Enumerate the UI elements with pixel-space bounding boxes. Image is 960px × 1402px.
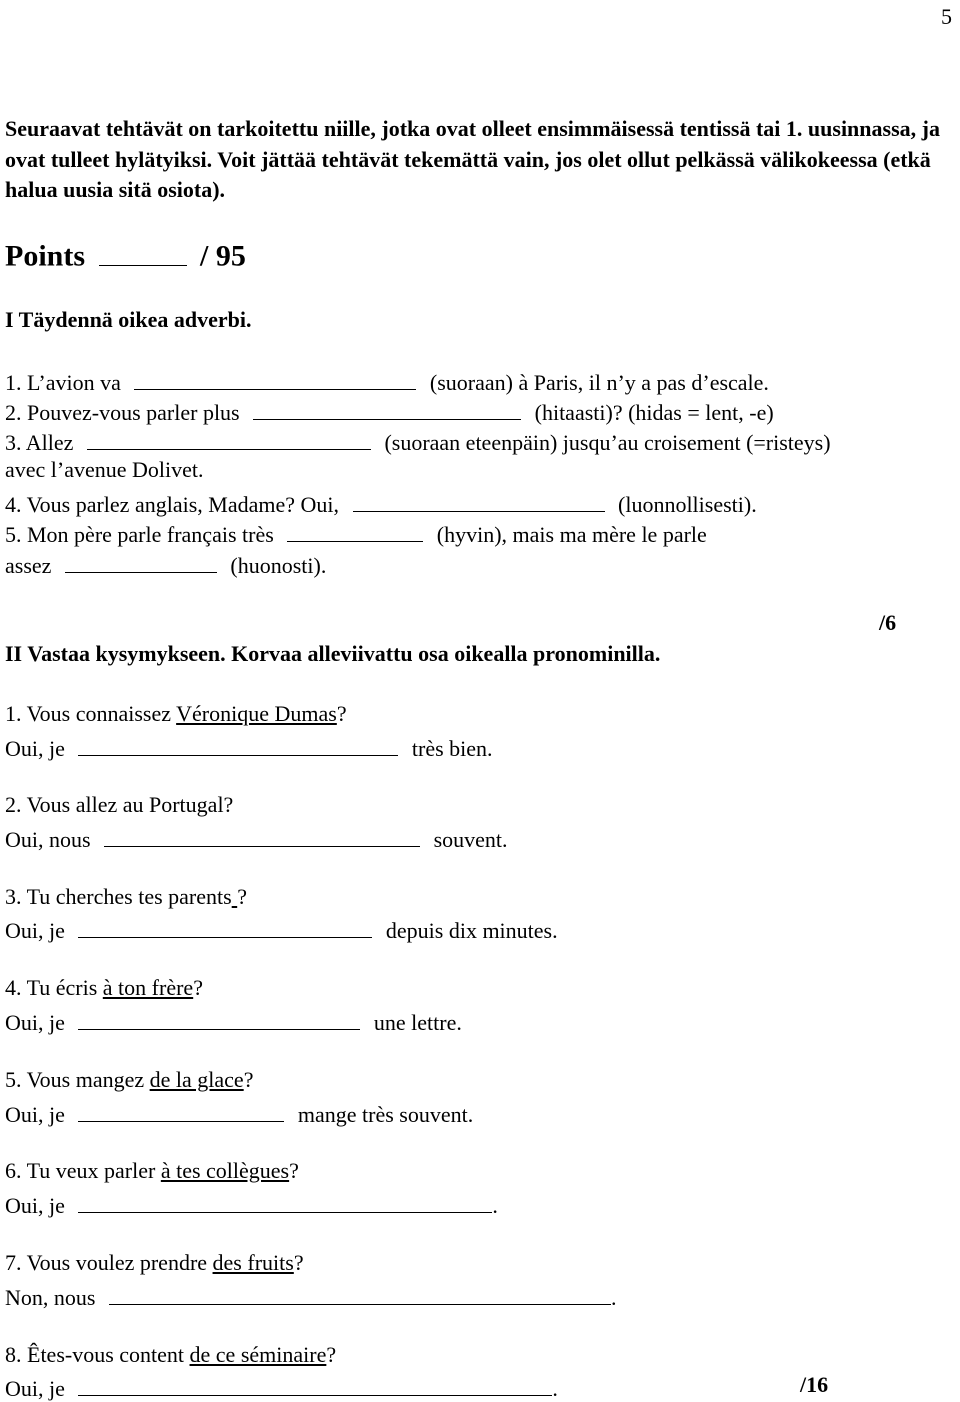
s2-a1-end: très bien. — [411, 735, 493, 761]
s2-question-5 — [5, 1069, 253, 1091]
s1-item-4-text: 4. Vous parlez anglais, Madame? Oui, — [5, 491, 339, 517]
s1-item-4 — [5, 490, 757, 516]
s2-question-8 — [5, 1344, 336, 1366]
section2-title: II Vastaa kysymykseen. Korvaa alleviivattu osa oikealla pronominilla. — [5, 641, 661, 666]
s2-a6-blank[interactable] — [78, 1191, 492, 1213]
s2-q6-underlined: à tes collègues — [160, 1158, 290, 1183]
s2-a3-start: Oui, je — [5, 917, 65, 943]
points-total: / 95 — [200, 239, 246, 273]
s1-item-2-blank[interactable] — [253, 398, 521, 420]
s2-q4-underlined: à ton frère — [102, 975, 194, 1000]
s2-q5-end: ? — [243, 1067, 254, 1092]
page-number: 5 — [941, 4, 952, 29]
s2-q1-end: ? — [336, 701, 347, 726]
s2-q8-text: 8. Êtes-vous content — [5, 1342, 185, 1367]
s2-a3-end: depuis dix minutes. — [385, 917, 558, 943]
s2-q4-text: 4. Tu écris — [5, 975, 98, 1000]
s2-a5-end: mange très souvent. — [297, 1101, 474, 1127]
s1-item-2-hint: (hitaasti)? (hidas = lent, -e) — [534, 399, 774, 425]
s2-a5-blank[interactable] — [78, 1100, 284, 1122]
s2-a8-blank[interactable] — [78, 1374, 552, 1396]
s1-item-5-cont — [5, 551, 326, 577]
s1-item-3-cont: avec l’avenue Dolivet. — [5, 457, 204, 482]
s1-item-3-blank[interactable] — [87, 428, 371, 450]
s2-answer-2 — [5, 825, 508, 851]
s2-answer-5 — [5, 1100, 473, 1126]
s1-item-1 — [5, 368, 769, 394]
s1-item-5-hint-1: (hyvin), mais ma mère le parle — [436, 521, 707, 547]
s2-q3-text: 3. Tu cherches tes parents — [5, 884, 232, 909]
s1-item-5-blank-2[interactable] — [65, 551, 217, 573]
s1-item-5-text: 5. Mon père parle français très — [5, 521, 274, 547]
s2-a8-end: . — [552, 1375, 558, 1401]
s2-answer-4 — [5, 1008, 462, 1034]
s2-q8-underlined: de ce séminaire — [189, 1342, 327, 1367]
points-line — [5, 236, 246, 272]
s1-item-1-text: 1. L’avion va — [5, 369, 121, 395]
s1-item-3-text: 3. Allez — [5, 429, 74, 455]
s2-answer-6 — [5, 1191, 498, 1217]
points-label: Points — [5, 239, 86, 273]
s2-a1-start: Oui, je — [5, 735, 65, 761]
s1-item-2-text: 2. Pouvez-vous parler plus — [5, 399, 240, 425]
section2-score: /16 — [800, 1372, 829, 1397]
section1-score: /6 — [879, 610, 897, 635]
s2-question-1 — [5, 703, 347, 725]
s2-q7-end: ? — [293, 1250, 304, 1275]
points-blank[interactable] — [99, 236, 187, 266]
s2-answer-1 — [5, 734, 493, 760]
s2-q8-end: ? — [326, 1342, 337, 1367]
s2-answer-8 — [5, 1374, 558, 1400]
s2-q5-underlined: de la glace — [149, 1067, 244, 1092]
s2-q3-end: ? — [237, 884, 247, 909]
s1-item-3 — [5, 428, 831, 454]
s1-item-5-blank-1[interactable] — [287, 520, 423, 542]
s1-item-3-hint: (suoraan eteenpäin) jusqu’au croisement (=risteys) — [384, 429, 831, 455]
s1-item-1-blank[interactable] — [134, 368, 416, 390]
s2-a2-end: souvent. — [433, 826, 508, 852]
s2-q7-text: 7. Vous voulez prendre — [5, 1250, 208, 1275]
s2-answer-3 — [5, 916, 558, 942]
s2-a3-blank[interactable] — [78, 916, 372, 938]
s2-q6-end: ? — [289, 1158, 299, 1183]
s1-item-4-hint: (luonnollisesti). — [618, 491, 757, 517]
s1-item-2 — [5, 398, 774, 424]
s2-a7-blank[interactable] — [109, 1283, 611, 1305]
s2-a4-end: une lettre. — [373, 1009, 462, 1035]
s1-item-5-text-2: assez — [5, 552, 52, 578]
s2-q1-text: 1. Vous connaissez — [5, 701, 172, 726]
s2-a6-start: Oui, je — [5, 1192, 65, 1218]
s2-answer-7 — [5, 1283, 616, 1309]
s1-item-5-hint-2: (huonosti). — [230, 552, 327, 578]
s2-question-3 — [5, 886, 247, 908]
section1-title: I Täydennä oikea adverbi. — [5, 307, 252, 332]
s2-a8-start: Oui, je — [5, 1375, 65, 1401]
s2-a2-start: Oui, nous — [5, 826, 91, 852]
s2-q2-text: 2. Vous allez au Portugal? — [5, 792, 234, 817]
s2-q6-text: 6. Tu veux parler — [5, 1158, 156, 1183]
s2-question-2 — [5, 794, 233, 816]
s2-q1-underlined: Véronique Dumas — [176, 701, 337, 726]
s2-a2-blank[interactable] — [104, 825, 420, 847]
s2-a6-end: . — [492, 1192, 498, 1218]
s2-question-4 — [5, 977, 203, 999]
s2-a4-blank[interactable] — [78, 1008, 360, 1030]
s2-question-7 — [5, 1252, 304, 1274]
s2-a4-start: Oui, je — [5, 1009, 65, 1035]
s1-item-4-blank[interactable] — [353, 490, 605, 512]
s1-item-5 — [5, 520, 707, 546]
intro-text: Seuraavat tehtävät on tarkoitettu niille, jotka ovat olleet ensimmäisessä tentissä tai 1. uusinnassa, ja ovat tulleet hylätyiksi. Voit jättää tehtävät tekemättä vain, jos olet ollut pelkässä välikokeessa (etkä halua uusia sitä osiota). — [5, 116, 940, 202]
s2-a5-start: Oui, je — [5, 1101, 65, 1127]
s2-q7-underlined: des fruits — [212, 1250, 294, 1275]
s2-q4-end: ? — [193, 975, 203, 1000]
s2-a1-blank[interactable] — [78, 734, 398, 756]
s2-a7-end: . — [610, 1284, 617, 1310]
s1-item-1-hint: (suoraan) à Paris, il n’y a pas d’escale. — [429, 369, 769, 395]
s2-question-6 — [5, 1160, 299, 1182]
s2-a7-start: Non, nous — [5, 1284, 96, 1310]
s2-q5-text: 5. Vous mangez — [5, 1067, 145, 1092]
